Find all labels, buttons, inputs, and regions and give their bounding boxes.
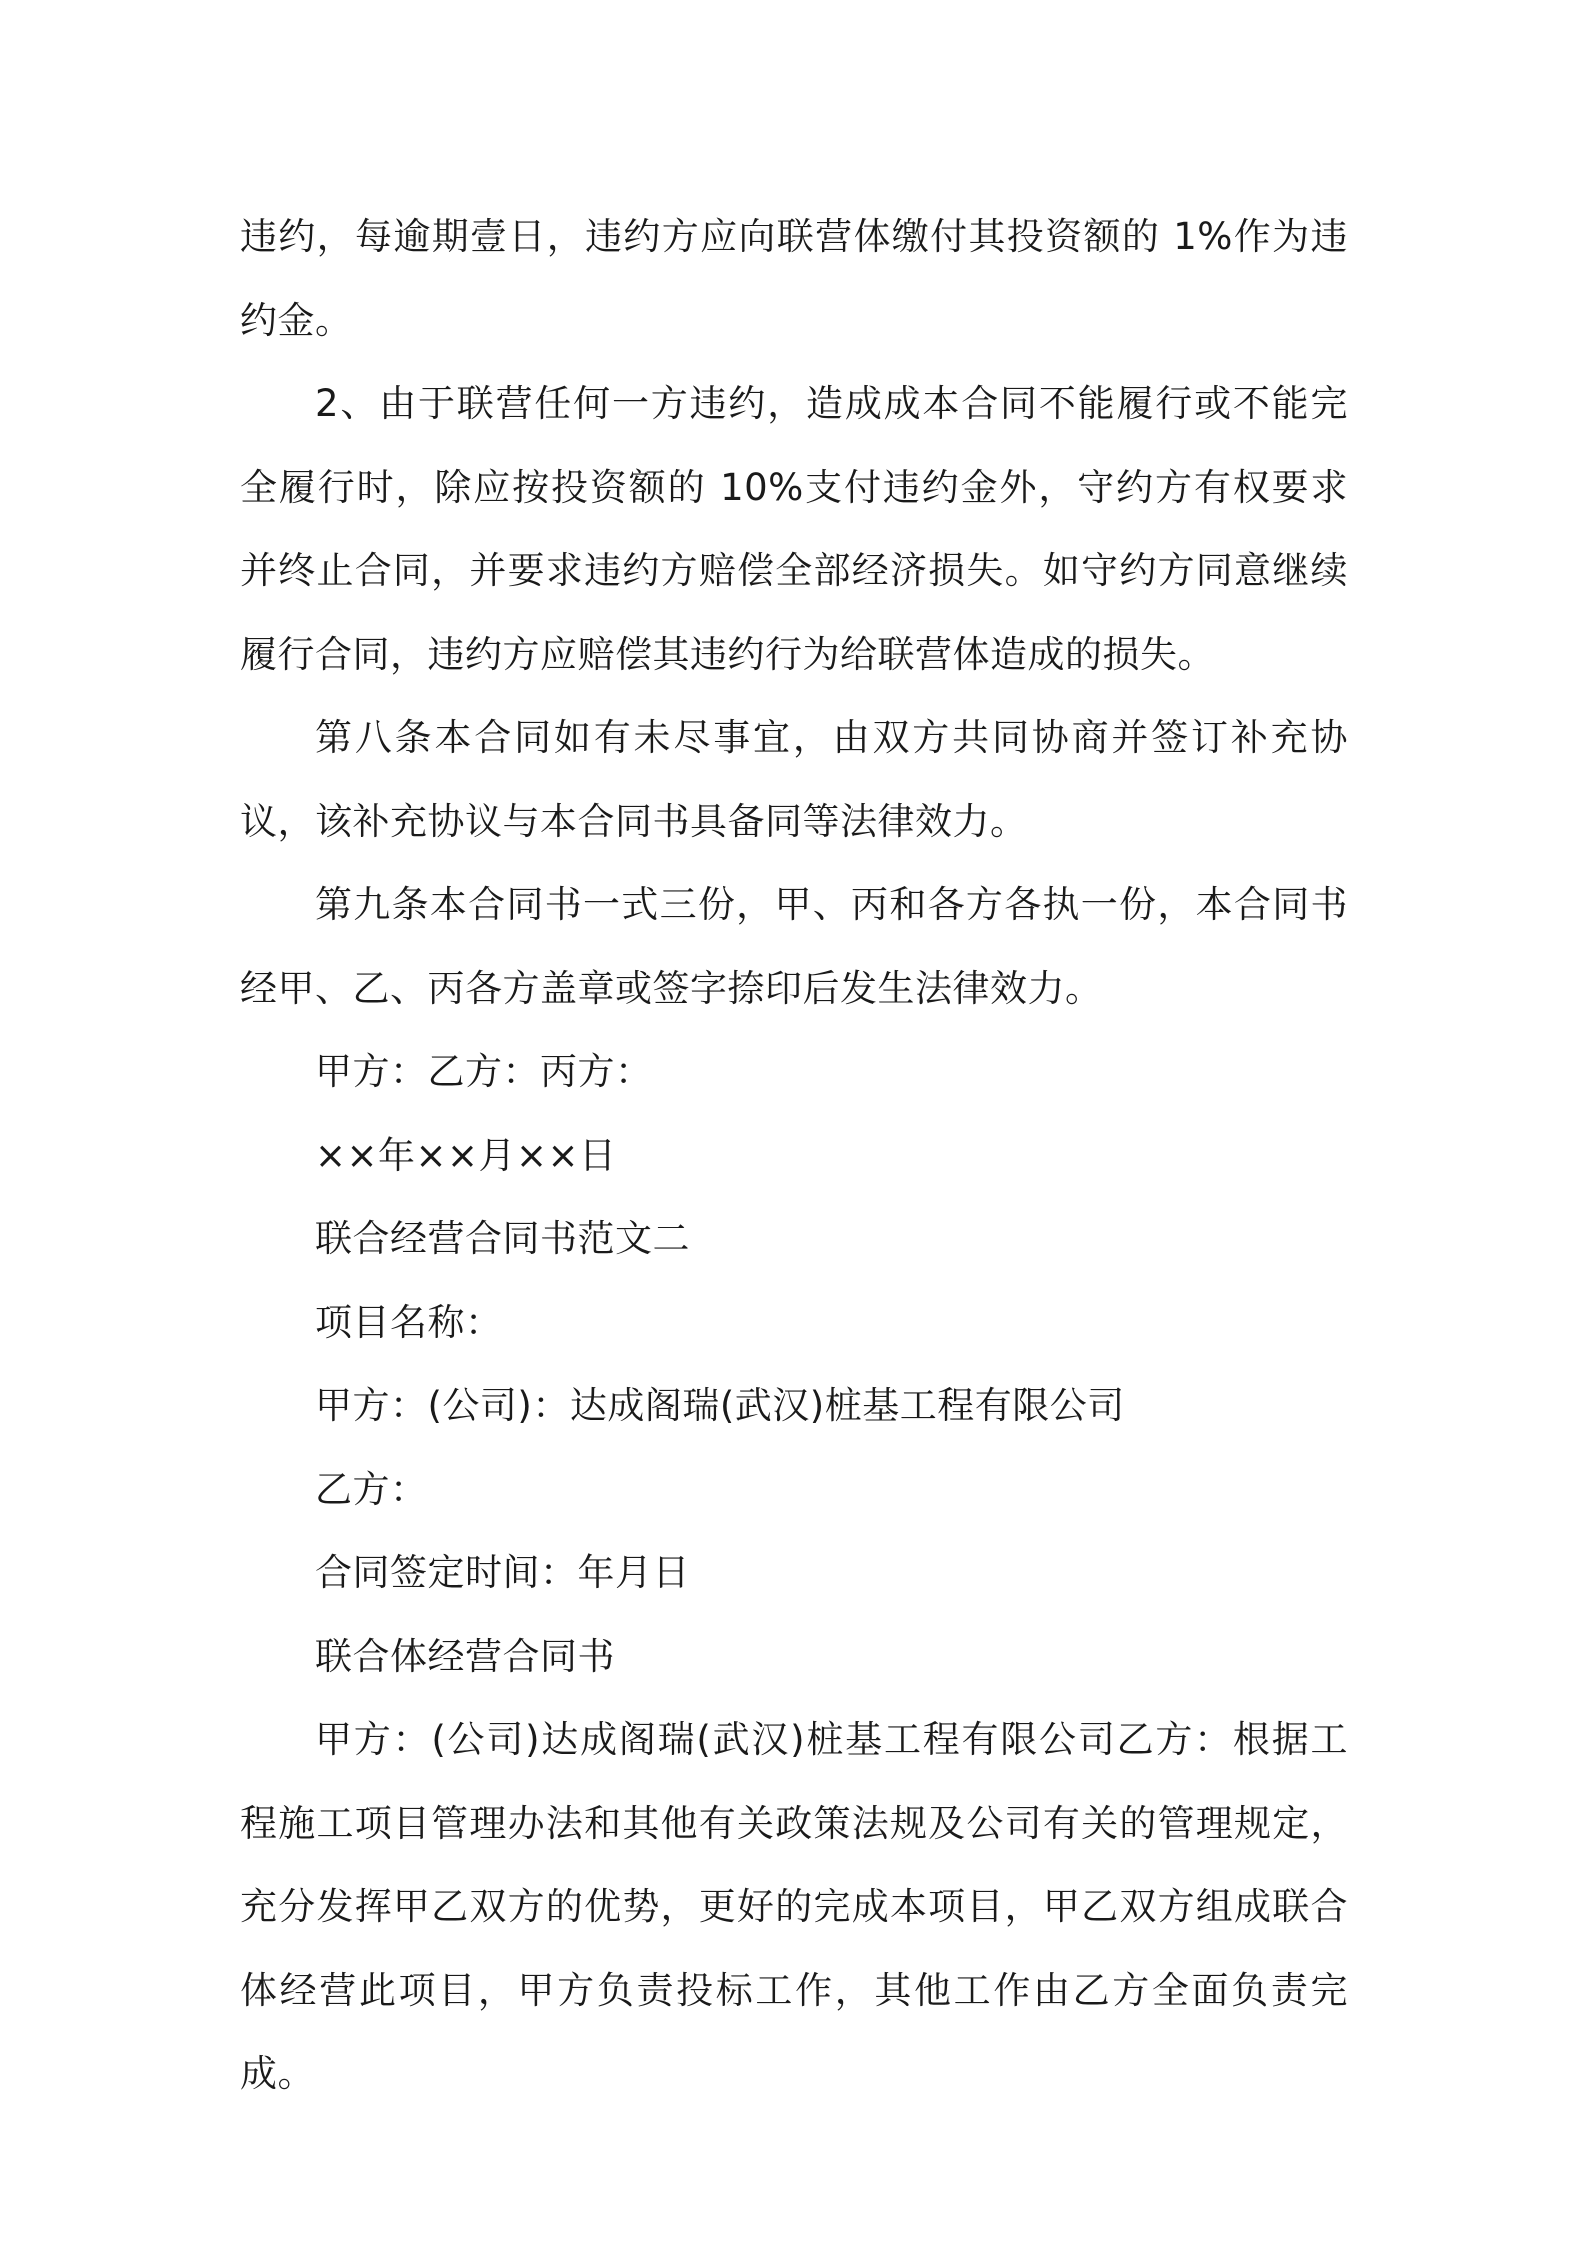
consortium-contract-preamble: 甲方：(公司)达成阁瑞(武汉)桩基工程有限公司乙方：根据工程施工项目管理办法和其他有关政策法规及公司有关的管理规定，充分发挥甲乙双方的优势，更好的完成本项目，甲乙双方组成联合体经营此项目，甲方负责投标工作，其他工作由乙方全面负责完成。 bbox=[240, 1718, 1348, 2095]
paragraph-article-8: 第八条本合同如有未尽事宜，由双方共同协商并签订补充协议，该补充协议与本合同书具备同等法律效力。 bbox=[240, 716, 1348, 843]
document-body bbox=[240, 195, 1348, 2116]
signature-date-line: ××年××月××日 bbox=[315, 1133, 617, 1177]
paragraph-breach-clause-2: 2、由于联营任何一方违约，造成成本合同不能履行或不能完全履行时，除应按投资额的 10%支付违约金外，守约方有权要求并终止合同，并要求违约方赔偿全部经济损失。如守约方同意继续履行合同，违约方应赔偿其违约行为给联营体造成的损失。 bbox=[240, 382, 1348, 676]
signature-parties-line: 甲方：乙方：丙方： bbox=[315, 1050, 653, 1093]
party-a-line: 甲方：(公司)：达成阁瑞(武汉)桩基工程有限公司 bbox=[315, 1384, 1125, 1427]
sample-two-heading: 联合经营合同书范文二 bbox=[315, 1217, 690, 1260]
party-b-line: 乙方： bbox=[315, 1467, 428, 1511]
paragraph-breach-penalty-continued: 违约，每逾期壹日，违约方应向联营体缴付其投资额的 1%作为违约金。 bbox=[240, 215, 1348, 342]
paragraph-article-9: 第九条本合同书一式三份，甲、丙和各方各执一份，本合同书经甲、乙、丙各方盖章或签字捺印后发生法律效力。 bbox=[240, 883, 1348, 1010]
contract-date-line: 合同签定时间：年月日 bbox=[315, 1551, 690, 1594]
project-name-line: 项目名称： bbox=[315, 1300, 503, 1344]
consortium-contract-title: 联合体经营合同书 bbox=[315, 1634, 615, 1678]
